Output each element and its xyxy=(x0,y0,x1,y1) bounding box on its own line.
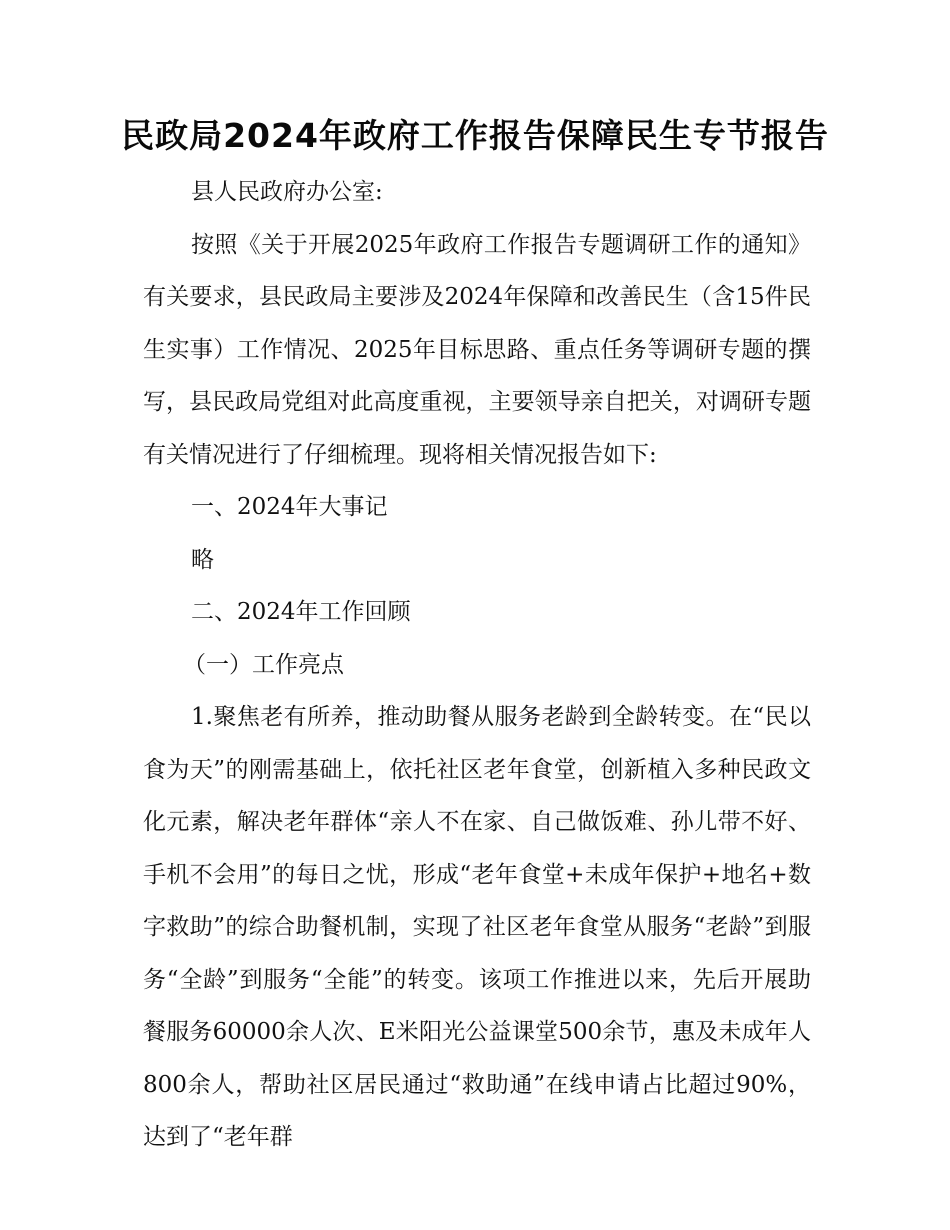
section-1-heading: 一、2024年大事记 xyxy=(191,494,388,520)
section-1-content: 略 xyxy=(191,546,214,573)
item-1-paragraph: 1.聚焦老有所养，推动助餐从服务老龄到全龄转变。在“民以食为天”的刚需基础上，依托社区老年食堂，创新植入多种民政文化元素，解决老年群体“亲人不在家、自己做饭难、孙儿带不好、手机不会用”的每日之忧，形成“老年食堂+未成年保护+地名+数字救助”的综合助餐机制，实现了社区老年食堂从服务“老龄”到服务“全龄”到服务“全能”的转变。该项工作推进以来，先后开展助餐服务60000余人次、E米阳光公益课堂500余节，惠及未成年人800余人，帮助社区居民通过“救助通”在线申请占比超过90%，达到了“老年群 xyxy=(143,704,811,1150)
salutation: 县人民政府办公室: xyxy=(191,179,383,205)
document-title: 民政局2024年政府工作报告保障民生专节报告 xyxy=(121,116,829,155)
document-body xyxy=(143,166,811,1164)
section-2-heading: 二、2024年工作回顾 xyxy=(191,599,411,625)
subsection-1-heading: （一）工作亮点 xyxy=(183,651,344,678)
intro-paragraph: 按照《关于开展2025年政府工作报告专题调研工作的通知》有关要求，县民政局主要涉及2024年保障和改善民生（含15件民生实事）工作情况、2025年目标思路、重点任务等调研专题的撰写，县民政局党组对此高度重视，主要领导亲自把关，对调研专题有关情况进行了仔细梳理。现将相关情况报告如下: xyxy=(143,231,811,468)
